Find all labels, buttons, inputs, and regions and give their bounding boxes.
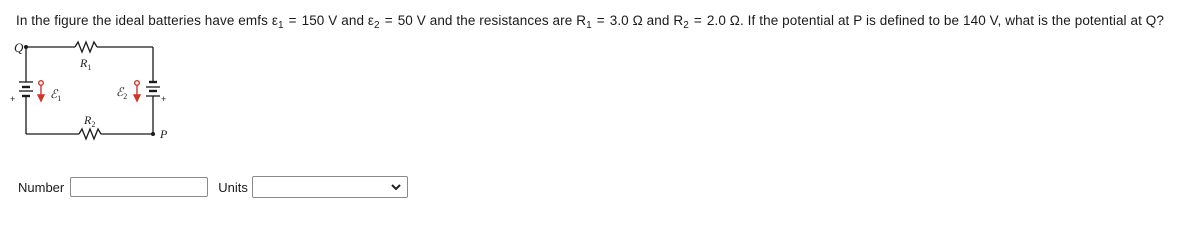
equals-sign: = (596, 13, 605, 28)
equals-sign: = (288, 13, 297, 28)
question-part: 2.0 Ω. If the potential at P is defined to be 140 V, what is the potential at Q? (706, 13, 1165, 28)
label-plus-right: + (161, 94, 167, 104)
r2-symbol: R (673, 13, 684, 28)
equals-sign: = (693, 13, 702, 28)
resistor-r1 (75, 42, 97, 52)
equals-sign: = (384, 13, 393, 28)
node-p (151, 132, 155, 136)
r2-subscript: 2 (683, 20, 689, 31)
label-p: P (160, 127, 168, 141)
units-select[interactable] (252, 176, 408, 198)
battery-2 (146, 82, 160, 96)
emf2-symbol: ε (367, 13, 375, 28)
emf1-symbol: ε (271, 13, 278, 28)
resistor-r2 (79, 129, 101, 139)
question-part: In the figure the ideal batteries have emfs (16, 13, 272, 28)
number-label: Number (18, 179, 65, 195)
answer-row (18, 176, 408, 198)
r1-subscript: 1 (586, 20, 592, 31)
units-label: Units (218, 179, 248, 195)
emf1-arrow-tail (39, 81, 44, 86)
node-q (24, 45, 28, 49)
emf2-arrow-tail (135, 81, 140, 86)
label-r1: $R_1$ (80, 56, 92, 72)
label-emf1: ℰ$_1$ (50, 87, 62, 103)
number-input[interactable] (70, 177, 208, 197)
label-r2: $R_2$ (84, 113, 96, 129)
label-q: Q (14, 40, 24, 55)
label-emf2: ℰ$_2$ (116, 85, 128, 101)
emf2-subscript: 2 (374, 20, 380, 31)
emf1-subscript: 1 (277, 20, 284, 31)
r1-symbol: R (576, 13, 587, 28)
chevron-down-icon (390, 181, 402, 193)
question-part: 3.0 Ω and (609, 13, 674, 28)
circuit-figure (0, 34, 200, 146)
emf1-arrow-head (38, 95, 44, 101)
battery-1 (19, 82, 33, 96)
question-part: 150 V and (301, 13, 368, 28)
emf2-arrow-head (134, 95, 140, 101)
question-text (16, 13, 1164, 31)
question-part: 50 V and the resistances are (397, 13, 577, 28)
label-plus-left: + (10, 94, 16, 104)
